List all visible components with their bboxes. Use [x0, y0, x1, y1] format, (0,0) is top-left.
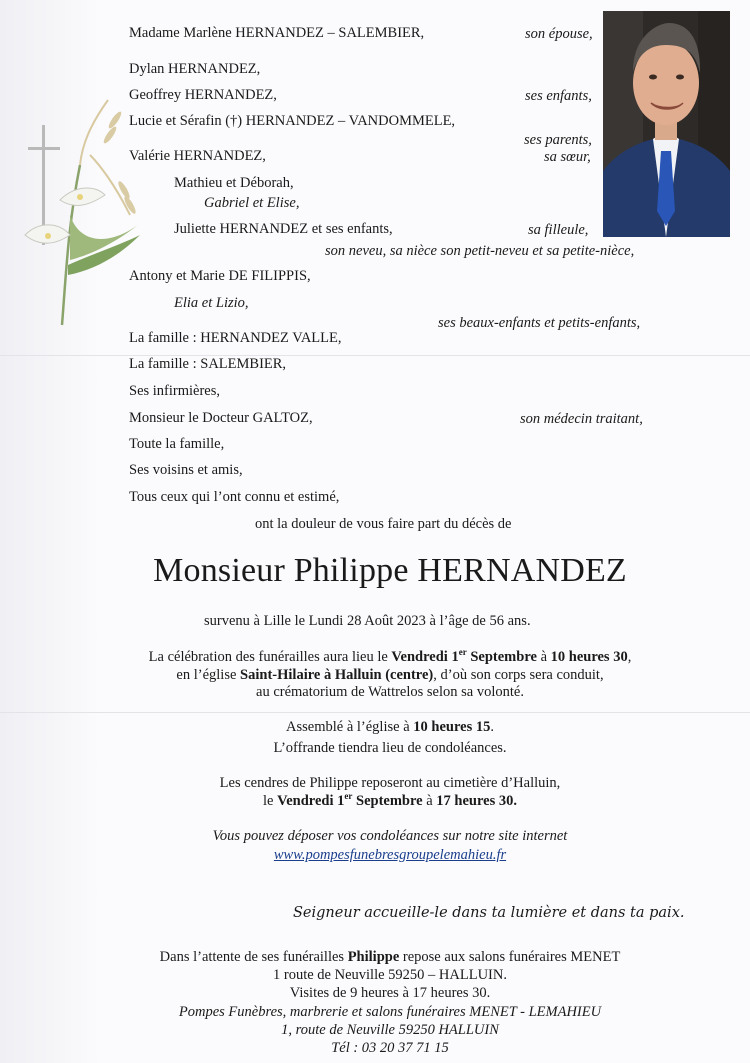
family-line: Tous ceux qui l’ont connu et estimé, — [129, 489, 340, 505]
condolences-text: Vous pouvez déposer vos condoléances sur notre site internet — [212, 828, 568, 844]
offering-line: L’offrande tiendra lieu de condoléances. — [273, 740, 507, 756]
portrait-photo — [603, 11, 730, 237]
family-line: La famille : HERNANDEZ VALLE, — [129, 330, 342, 346]
family-line: Dylan HERNANDEZ, — [129, 61, 261, 77]
prayer-text: Seigneur accueille-le dans ta lumière et dans ta paix. — [293, 905, 685, 921]
family-line: Gabriel et Elise, — [204, 195, 300, 211]
fold-line — [0, 712, 750, 713]
announcement-intro: ont la douleur de vous faire part du décès de — [255, 516, 512, 532]
family-role: son neveu, sa nièce son petit-neveu et sa petite-nièce, — [325, 243, 635, 259]
salon-address: 1 route de Neuville 59250 – HALLUIN. — [273, 967, 507, 983]
family-role: ses beaux-enfants et petits-enfants, — [438, 315, 641, 331]
person-icon — [603, 11, 730, 237]
family-line: Ses voisins et amis, — [129, 462, 243, 478]
ashes-line: Les cendres de Philippe reposeront au cimetière d’Halluin, — [219, 775, 561, 791]
family-role: son médecin traitant, — [520, 411, 643, 427]
family-line: Antony et Marie DE FILIPPIS, — [129, 268, 311, 284]
funeral-line: au crématorium de Wattrelos selon sa volonté. — [256, 684, 524, 700]
salon-line: Dans l’attente de ses funérailles Philippe repose aux salons funéraires MENET — [159, 949, 621, 965]
family-line: La famille : SALEMBIER, — [129, 356, 287, 372]
family-line: Toute la famille, — [129, 436, 225, 452]
family-line: Elia et Lizio, — [174, 295, 249, 311]
fold-line — [0, 355, 750, 356]
company-address: 1, route de Neuville 59250 HALLUIN — [281, 1022, 499, 1038]
family-line: Juliette HERNANDEZ et ses enfants, — [174, 221, 393, 237]
family-line: Ses infirmières, — [129, 383, 221, 399]
family-role: ses parents, — [524, 132, 592, 148]
salon-hours: Visites de 9 heures à 17 heures 30. — [289, 985, 491, 1001]
website-link[interactable]: www.pompesfunebresgroupelemahieu.fr — [273, 847, 507, 863]
company-phone: Tél : 03 20 37 71 15 — [331, 1040, 449, 1056]
website-line — [0, 846, 750, 864]
company-name: Pompes Funèbres, marbrerie et salons funéraires MENET - LEMAHIEU — [178, 1004, 602, 1020]
family-line: Valérie HERNANDEZ, — [129, 148, 266, 164]
family-line: Mathieu et Déborah, — [174, 175, 294, 191]
assembly-line: Assemblé à l’église à 10 heures 15. — [286, 719, 494, 735]
family-role: son épouse, — [525, 26, 593, 42]
death-details: survenu à Lille le Lundi 28 Août 2023 à l’âge de 56 ans. — [204, 613, 531, 629]
family-line: Madame Marlène HERNANDEZ – SALEMBIER, — [129, 25, 425, 41]
family-role: sa filleule, — [528, 222, 589, 238]
funeral-line: en l’église Saint-Hilaire à Halluin (centre), d’où son corps sera conduit, — [176, 667, 604, 683]
family-role: sa sœur, — [544, 149, 591, 165]
family-role: ses enfants, — [525, 88, 592, 104]
ashes-date-line: le Vendredi 1er Septembre à 17 heures 30. — [263, 791, 517, 809]
family-line: Monsieur le Docteur GALTOZ, — [129, 410, 313, 426]
deceased-name: Monsieur Philippe HERNANDEZ — [153, 552, 627, 589]
family-line: Lucie et Sérafin (†) HERNANDEZ – VANDOMMELE, — [129, 113, 456, 129]
family-line: Geoffrey HERNANDEZ, — [129, 87, 277, 103]
lily-cross-icon — [20, 95, 145, 330]
funeral-line: La célébration des funérailles aura lieu le Vendredi 1er Septembre à 10 heures 30, — [148, 647, 632, 665]
